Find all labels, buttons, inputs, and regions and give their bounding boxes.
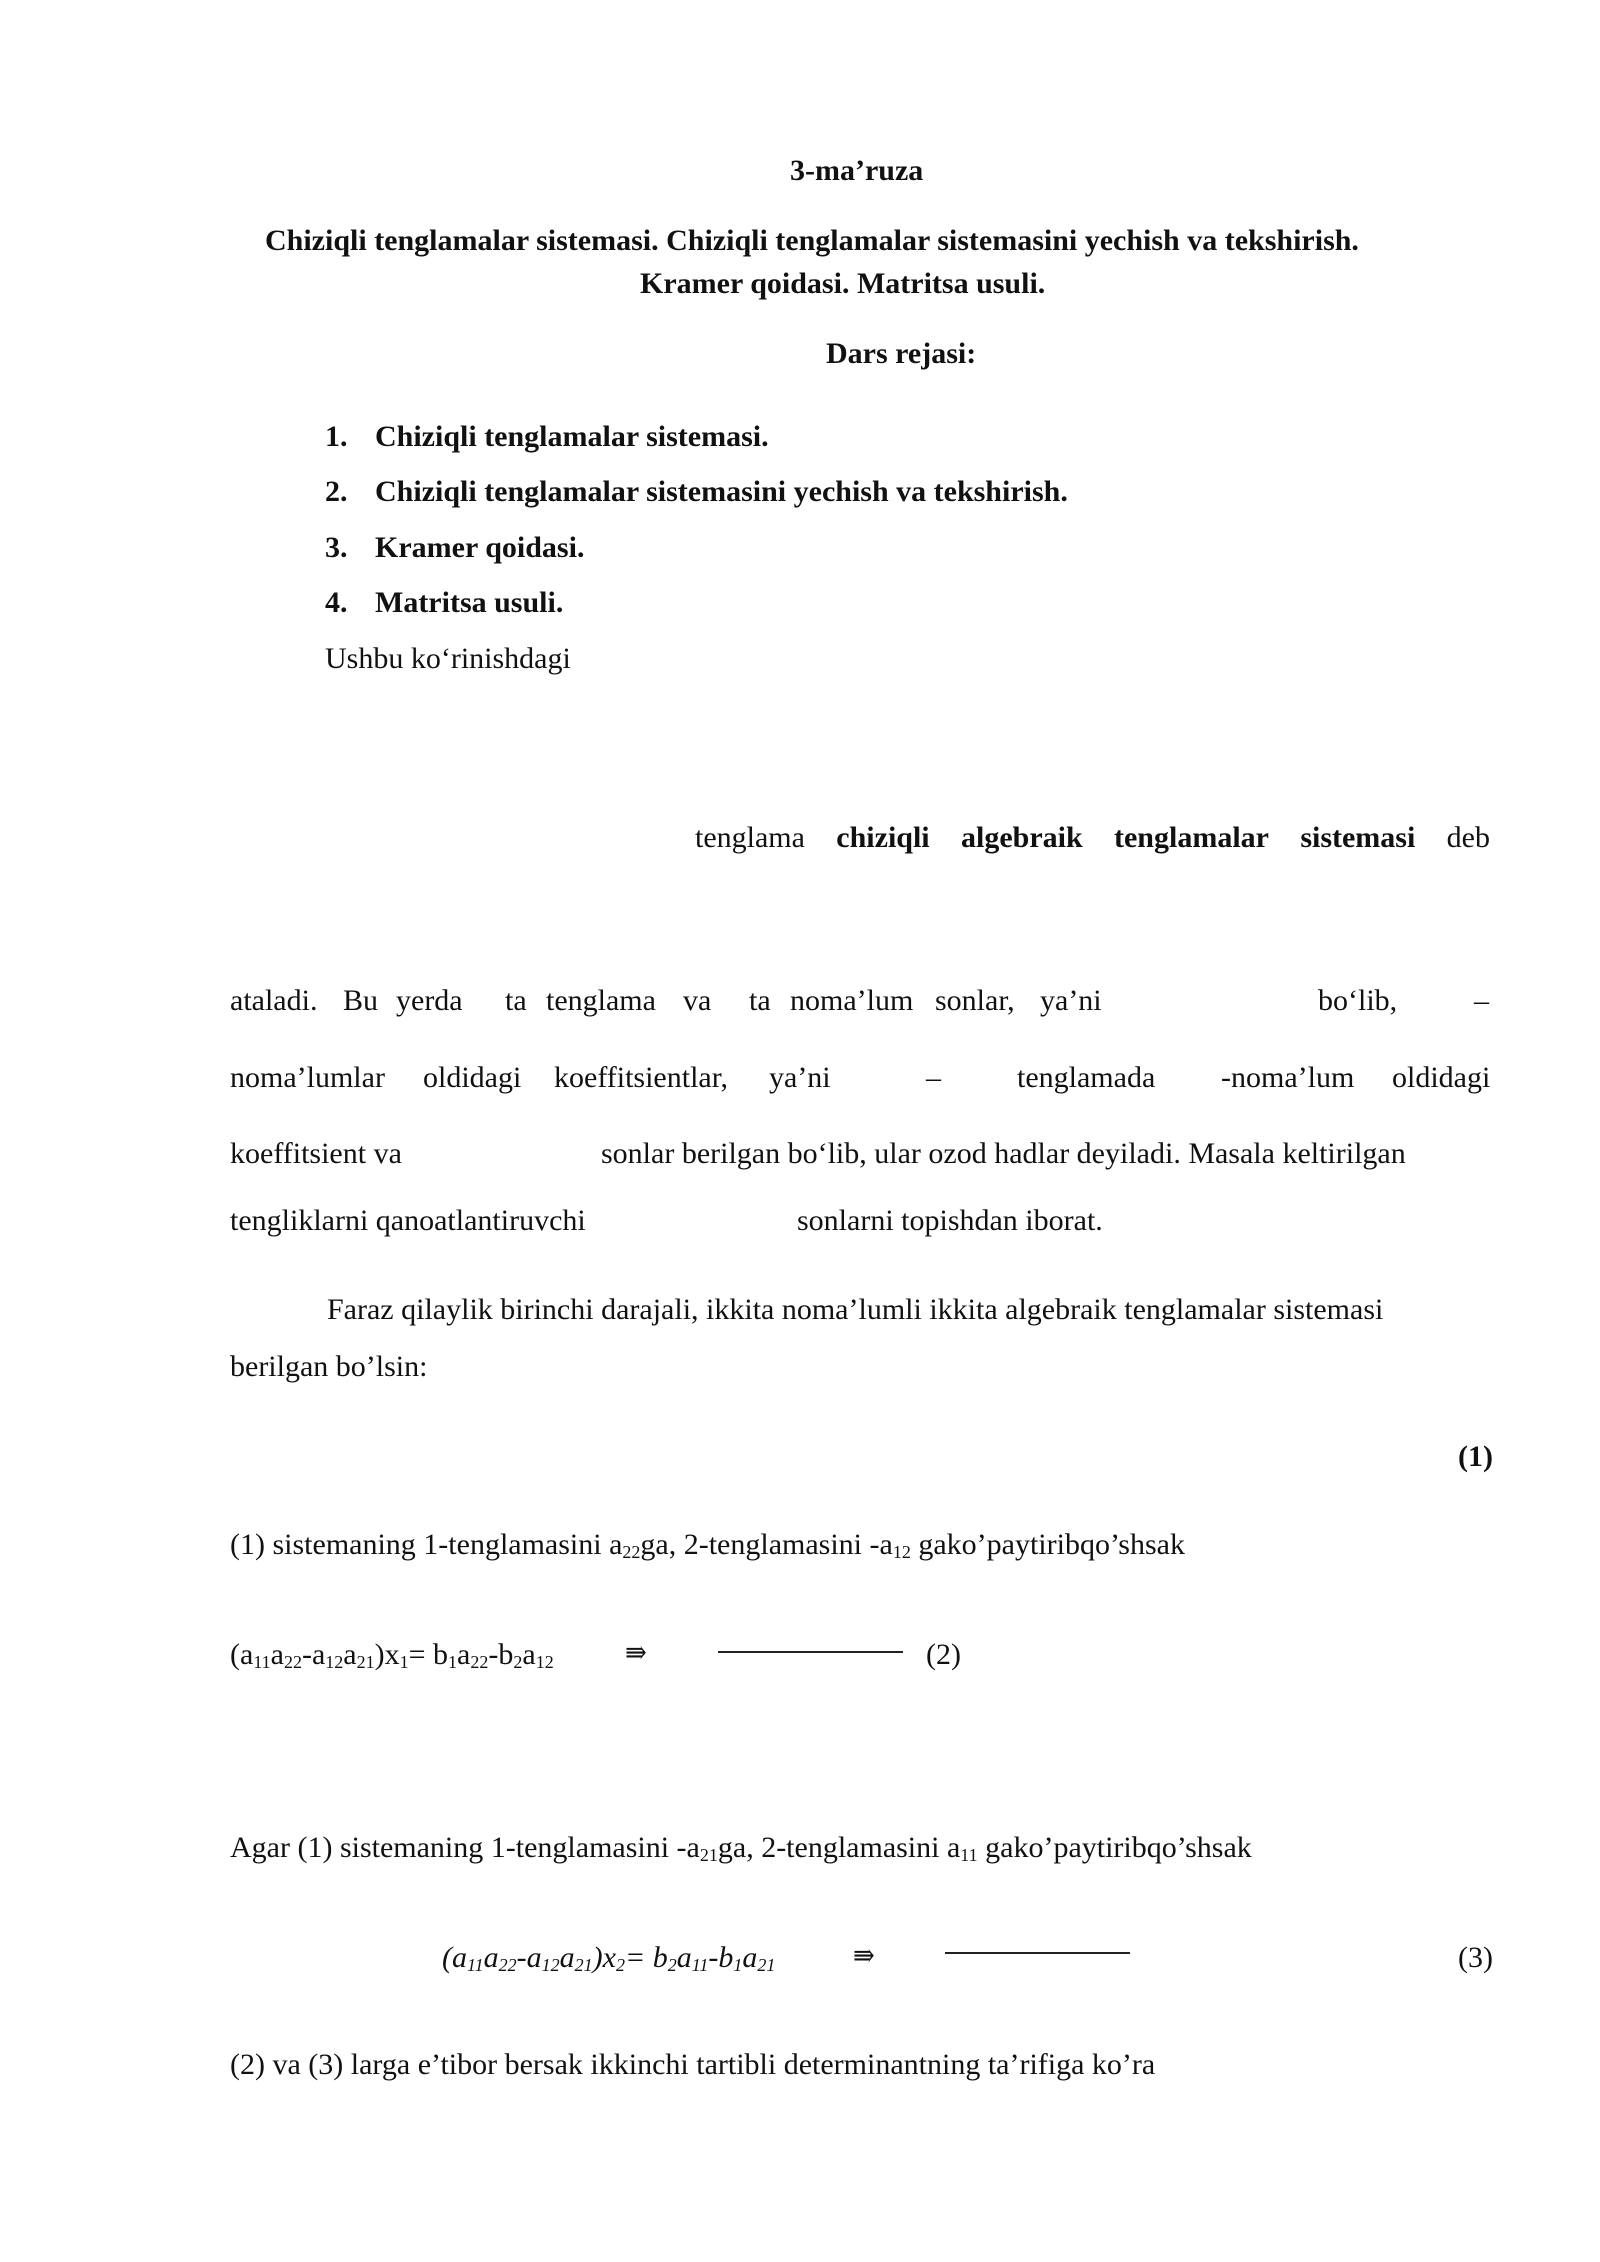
plan-item	[325, 474, 1068, 510]
fraction-bar	[718, 1651, 903, 1653]
plan-item-text: Chiziqli tenglamalar sistemasini yechish va tekshirish.	[375, 475, 1068, 508]
eq-sub: 2	[667, 1955, 677, 1975]
p1-word: Bu	[343, 984, 379, 1017]
eq-part: a	[522, 1638, 536, 1671]
closing-text: (2) va (3) larga e’tibor bersak ikkinchi tartibli determinantning ta’rifiga ko’ra	[230, 2048, 1156, 2081]
fraction-bar	[945, 1952, 1130, 1954]
step-2-text	[230, 1830, 1252, 1867]
eq-sub: 21	[574, 1955, 593, 1975]
implies-arrow-icon: ⇛	[625, 1638, 647, 1667]
step2-sub: 21	[699, 1845, 718, 1865]
step-1-text	[230, 1527, 1185, 1564]
step2-part: gako’paytiribqo’shsak	[977, 1831, 1252, 1864]
p1-word: ya’ni	[1040, 984, 1102, 1017]
eq-sub: 22	[498, 1955, 517, 1975]
plan-item-text: Chiziqli tenglamalar sistemasi.	[375, 420, 769, 453]
plan-heading: Dars rejasi:	[826, 337, 977, 370]
eq-sub: 12	[541, 1955, 560, 1975]
eq-part: (a	[230, 1638, 254, 1671]
p1-text: sonlar berilgan bo‘lib, ular ozod hadlar deyiladi. Masala keltirilgan	[601, 1137, 1406, 1170]
plan-item-text: Kramer qoidasi.	[375, 531, 585, 564]
eq-part: )x	[374, 1638, 400, 1671]
p1-word: tenglama	[546, 984, 656, 1017]
eq-sub: 12	[325, 1652, 344, 1672]
p1-word: ataladi.	[230, 984, 318, 1017]
eq-part: -a	[516, 1941, 542, 1974]
implies-arrow-icon: ⇛	[853, 1941, 875, 1970]
eq-part: -a	[301, 1638, 326, 1671]
p1-word: oldidagi	[423, 1061, 522, 1094]
eq-part: a	[457, 1638, 471, 1671]
paragraph-2-line-1: Faraz qilaylik birinchi darajali, ikkita noma’lumli ikkita algebraik tenglamalar sistemasi	[327, 1293, 1384, 1326]
paragraph-2-line-2: berilgan bo’lsin:	[230, 1350, 428, 1383]
eq-sub: 12	[535, 1652, 554, 1672]
plan-item-text: Matritsa usuli.	[375, 586, 564, 619]
plan-item-number: 2.	[325, 475, 348, 508]
p1-word: oldidagi	[1392, 1061, 1491, 1094]
definition-term-1: chiziqli	[836, 821, 930, 854]
equation-2	[230, 1637, 554, 1674]
equation-3	[442, 1940, 775, 1977]
title-line-2: Kramer qoidasi. Matritsa usuli.	[640, 267, 1046, 300]
eq-sub: 1	[399, 1652, 409, 1672]
step1-part: (1) sistemaning 1-tenglamasini a	[230, 1528, 623, 1561]
p1-text: koeffitsient va	[230, 1137, 402, 1170]
title-line-1: Chiziqli tenglamalar sistemasi. Chiziqli tenglamalar sistemasini yechish va tekshirish.	[265, 224, 1359, 257]
definition-post: deb	[1446, 821, 1490, 854]
p1-text: sonlarni topishdan iborat.	[797, 1204, 1103, 1237]
eq-part: a	[742, 1941, 758, 1974]
definition-term-3: tenglamalar	[1114, 821, 1269, 854]
p1-word: yerda	[396, 984, 463, 1017]
p1-word: bo‘lib,	[1318, 984, 1398, 1017]
p1-word: ta	[505, 984, 527, 1017]
p1-dash: –	[926, 1061, 941, 1094]
definition-pre: tenglama	[695, 821, 805, 854]
plan-item-number: 3.	[325, 531, 348, 564]
p1-text: tengliklarni qanoatlantiruvchi	[230, 1204, 586, 1237]
plan-item-number: 4.	[325, 586, 348, 619]
eq-sub: 1	[448, 1652, 458, 1672]
eq-part: -b	[708, 1941, 734, 1974]
definition-line	[695, 820, 1490, 856]
eq-part: a	[343, 1638, 357, 1671]
definition-term-2: algebraik	[960, 821, 1083, 854]
plan-item-number: 1.	[325, 420, 348, 453]
eq-sub: 21	[356, 1652, 375, 1672]
equation-2-label: (2)	[926, 1638, 961, 1671]
step2-sub: 11	[960, 1845, 978, 1865]
equation-1-label: (1)	[1458, 1440, 1493, 1473]
eq-sub: 21	[757, 1955, 776, 1975]
eq-part: )x	[592, 1941, 616, 1974]
p1-word: -noma’lum	[1221, 1061, 1355, 1094]
eq-part: a	[270, 1638, 284, 1671]
p1-word: noma’lum	[790, 984, 914, 1017]
equation-3-label: (3)	[1458, 1941, 1493, 1974]
eq-part: -b	[488, 1638, 514, 1671]
eq-part: a	[483, 1941, 499, 1974]
eq-part: = b	[408, 1638, 449, 1671]
eq-part: = b	[624, 1941, 668, 1974]
p1-word: ta	[749, 984, 771, 1017]
p1-word: koeffitsientlar,	[554, 1061, 729, 1094]
eq-sub: 2	[513, 1652, 523, 1672]
eq-part: a	[559, 1941, 575, 1974]
definition-term-4: sistemasi	[1300, 821, 1416, 854]
p1-word: va	[683, 984, 712, 1017]
step1-part: ga, 2-tenglamasini -a	[640, 1528, 893, 1561]
eq-sub: 22	[283, 1652, 302, 1672]
eq-sub: 11	[467, 1955, 484, 1975]
step2-part: ga, 2-tenglamasini a	[717, 1831, 961, 1864]
eq-sub: 22	[470, 1652, 489, 1672]
p1-dash: –	[1474, 984, 1489, 1017]
eq-sub: 1	[733, 1955, 743, 1975]
eq-part: (a	[442, 1941, 467, 1974]
eq-part: a	[676, 1941, 692, 1974]
p1-word: tenglamada	[1017, 1061, 1156, 1094]
step1-part: gako’paytiribqo’shsak	[910, 1528, 1185, 1561]
plan-item	[325, 585, 563, 621]
eq-sub: 11	[691, 1955, 709, 1975]
p1-word: noma’lumlar	[230, 1061, 385, 1094]
p1-word: sonlar,	[935, 984, 1015, 1017]
p1-word: ya’ni	[769, 1061, 831, 1094]
step1-sub: 12	[892, 1542, 911, 1562]
eq-sub: 2	[615, 1955, 625, 1975]
step1-sub: 22	[622, 1542, 641, 1562]
eq-sub: 11	[253, 1652, 271, 1672]
intro-text: Ushbu ko‘rinishdagi	[325, 642, 571, 675]
lecture-number: 3-ma’ruza	[790, 154, 924, 187]
plan-item	[325, 530, 584, 566]
step2-part: Agar (1) sistemaning 1-tenglamasini -a	[230, 1831, 700, 1864]
plan-item	[325, 419, 769, 455]
